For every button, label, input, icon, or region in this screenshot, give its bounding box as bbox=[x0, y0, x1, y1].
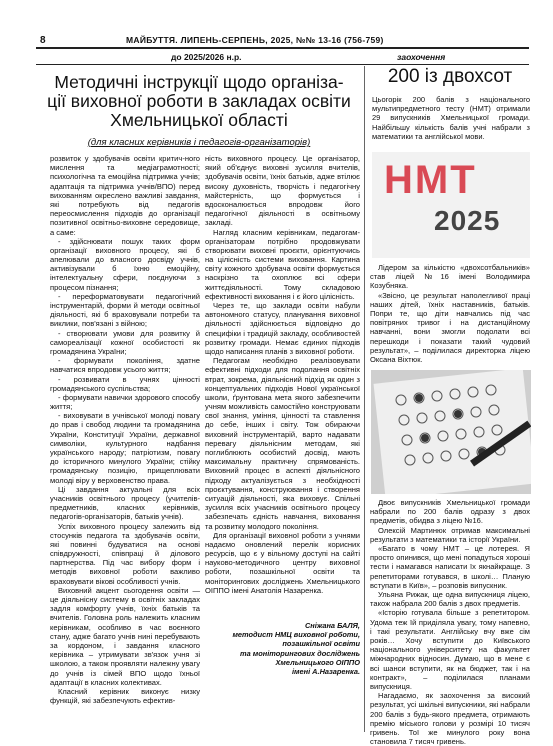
sidebar-title: 200 із двохсот bbox=[387, 66, 513, 87]
sidebar-lead: Цьогорік 200 балів з національного мультипредметного тесту (НМТ) отримали 29 випускників Хмельницької громади. Найбільшу кількість балів учні набрали з математики та англійської мови. bbox=[372, 95, 530, 141]
paragraph: Лідером за кількістю «двохсотбальників» став ліцей №16 імені Володимира Козубняка. bbox=[370, 263, 530, 291]
article-column-1 bbox=[50, 154, 200, 705]
paragraph: Олексій Мартинюк отримав максимальні результати з математики та історії України. bbox=[370, 525, 530, 544]
paragraph: Ульяна Рижак, ще одна випускниця ліцею, також набрала 200 балів з двох предметів. bbox=[370, 590, 530, 609]
page-number: 8 bbox=[40, 35, 46, 46]
paragraph: розвиток у здобувачів освіти критич-ного мислення та медіаграмотності; психологічна та емоційна підтримка учнів; адаптація та підтримка учнів/ВПО) перед вихованням окреслено важливі завдання, які потребують від педагогів переосмислення підходів до організації позитивної освітньо-виховне середовище, а саме: bbox=[50, 154, 200, 237]
newspaper-header: МАЙБУТТЯ. ЛИПЕНЬ-СЕРПЕНЬ, 2025, №№ 13-16 (756-759) bbox=[126, 35, 384, 45]
section-label-left: до 2025/2026 н.р. bbox=[171, 52, 242, 62]
paragraph: Ці завдання актуальні для всіх учасників освітнього процесу (учителів-предметників, класних керівників, педагогів-організаторів, батьків учнів). bbox=[50, 484, 200, 522]
answer-sheet-illustration bbox=[371, 370, 531, 494]
sidebar-text-bottom bbox=[370, 498, 530, 746]
paragraph: - переформатовувати педагогічний інструментарій, форми й методи освітньої діяльності, які б враховували потреби та виклики, пов'язані з війною; bbox=[50, 291, 200, 329]
nmt-logo-text: НМТ bbox=[384, 158, 477, 202]
author-signature: Сніжана БАЛЯ, методист НМЦ виховної роботи, позашкільної освіти та моніторингових досліджень Хмельницького ОІППО імені А.Назаренка. bbox=[232, 621, 360, 677]
article-subtitle: (для класних керівників і педагогів-організаторів) bbox=[87, 137, 311, 148]
paragraph: «Багато в чому НМТ – це лотерея. Я просто опинився, що мені попадуться хороші тести і намагався написати їх якнайкраще. З репетиторами готувався, в школі… Планую вступати в Київ», – розповів випускник. bbox=[370, 544, 530, 590]
article-column-2 bbox=[205, 154, 360, 595]
paragraph: - формувати навички здорового способу життя; bbox=[50, 392, 200, 412]
sidebar-text-top bbox=[370, 263, 530, 364]
test-sheet-photo bbox=[371, 370, 531, 494]
article-title: Методичні інструкції щодо організа- ції виховної роботи в закладах освіти Хмельницької області bbox=[47, 72, 351, 130]
nmt-logo-year: 2025 bbox=[434, 205, 501, 236]
section-label-right: заохочення bbox=[397, 52, 446, 62]
section-rule bbox=[36, 64, 529, 65]
paragraph: - виховувати в учнівської молоді повагу до прав і свобод людини та громадянина України, Конституції України, державної символіки, культурного надбання українського народу; патріотизм, повагу до історичного минулого України; стійку громадянську позицію, прищеплювати молоді віру у верховенство права. bbox=[50, 411, 200, 485]
paragraph: - розвивати в учнях цінності громадянського суспільства; bbox=[50, 374, 200, 393]
paragraph: Нагляд класним керівникам, педагогам-організаторам потрібно продовжувати створювати виховні проєкти, орієнтуючись на цілісність системи виховання. Картина світу кожного здобувача освіти формується наскрізно та охоплює всі сфери життєдіяльності. Тому складовою ефективності виховання і є його цілісність. bbox=[205, 227, 360, 301]
header-rule bbox=[36, 47, 529, 49]
paragraph: Для організації виховної роботи з учнями надаємо оновлений перелік корисних ресурсів, що є у вільному доступі на сайті науково-методичного центру виховної роботи, позашкільної освіти та моніторингових досліджень Хмельницького ОІППО імені Анатолія Назаренка. bbox=[205, 530, 360, 595]
paragraph: Двоє випускників Хмельницької громади набрали по 200 балів одразу з двох предметів, обидва з ліцею №16. bbox=[370, 498, 530, 526]
paragraph: «Звісно, це результат наполегливої праці наших дітей, їхніх наставників, батьків. Попри те, що діти навчались під час повітряних тривог і на дистанційному навчанні, вони змогли подолати всі перешкоди і показати такий чудовий результат», – поділилася директорка ліцею Оксана Віхтюк. bbox=[370, 290, 530, 365]
paragraph: - створювати умови для розвитку й самореалізації кожної особистості як громадянина України; bbox=[50, 328, 200, 356]
paragraph: Успіх виховного процесу залежить від стосунків педагога та здобувачів освіти, які повинні будуватися на основі співдружності, співпраці й ділового партнерства. Під час вибору форм і методів виховної роботи важливо враховувати вікові особливості учнів. bbox=[50, 521, 200, 586]
column-divider bbox=[364, 66, 365, 732]
paragraph: Через те, що заклади освіти набули автономного статусу, планування виховної діяльності здійснюється відповідно до специфіки і традицій закладу, особливостей розвитку громади. Немає єдиних підходів щодо написання планів з виховної роботи. bbox=[205, 301, 360, 356]
paragraph: Класний керівник виконує низку функцій, які забезпечують ефектив- bbox=[50, 686, 200, 706]
paragraph: Педагогам необхідно реалізовувати ефективні підходи для подолання освітніх втрат, зокрема, діяльнісний підхід як один з концептуальних підходів Нової української школи, ґрунтована мета якого забезпечити учням можливість самостійно конструювати свої знання, уміння, цінності та ставлення до себе, інших і світу. Тож обираючи виховний інструментарій, варто надавати перевагу діяльнісним методам, які поглиблюють особистий досвід, мають максимальну практичну спрямованість. Виховний процес в аспекті діяльнісного підходу актуалізується з необхідності проєктування, конструювання і створення ситуацій діяльності, яка виховує. Спільні зусилля всіх учасників освітнього процесу забезпечать єдність навчання, виховання та розвитку молодого покоління. bbox=[205, 356, 360, 531]
paragraph: Нагадаємо, як заохочення за високий результат, усі шкільні випускники, які набрали 200 балів з будь-якого предмета, отримають премію міського голови у розмірі 10 тисяч гривень. Тої же минулого року вона становила 7 тисяч гривень. bbox=[370, 691, 530, 746]
paragraph: «Історію готувала більше з репетитором. Удома теж їй приділяла увагу, тому напевно, і такі результати. Англійську вчу вже сім років… Хочу вступити до Київського національного університету на факультет міжнародних відносин. Думаю, що в мене є всі шанси вступити, як на бюджет, так і на контракт», – поділилася планами випускниця. bbox=[370, 608, 530, 692]
paragraph: - здійснювати пошук таких форм організації виховного процесу, які б апелювали до власного досвіду учнів, активізували б їхню емоційну, інтелектуальну сфери, поєднуючи з процесом пізнання; bbox=[50, 236, 200, 292]
paragraph: - формувати покоління, здатне навчатися впродовж усього життя; bbox=[50, 356, 200, 375]
paragraph: ність виховного процесу. Це організатор, який об'єднує виховні зусилля вчителів, здобувачів освіти, їхніх батьків, адже втілює високу духовність, творчість і педагогічну майстерність, що формується і вдосконалюється впродовж його педагогічної діяльності в освітньому закладі. bbox=[205, 154, 360, 228]
paragraph: Виховний акцент сьогодення освіти — це діяльнісну систему в освітніх закладах задля комфорту учнів, їхніх батьків та вчителів. Головна роль належить класним керівникам, особливо в час воєнного стану, адже багато учнів нині перебувають за кордоном, і завдання класного керівника – утримувати зв'язок учня зі школою, а також проявляти належну увагу до учнів із сімей ВПО щодо їхньої адаптації в класних колективах. bbox=[50, 585, 200, 687]
